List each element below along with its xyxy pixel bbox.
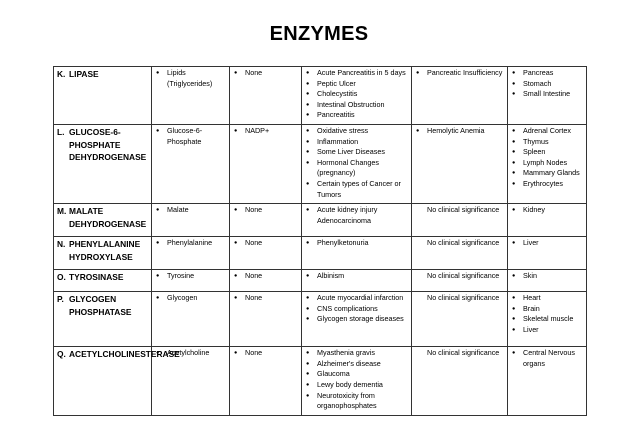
cofactor-cell bbox=[230, 124, 302, 203]
list-item: ● NADP+ bbox=[233, 126, 298, 137]
list-item: ● Heart bbox=[511, 293, 583, 304]
significance-cell bbox=[412, 67, 508, 125]
row-letter: N. bbox=[57, 239, 66, 250]
list-item: ● Neurotoxicity from organophosphates bbox=[305, 391, 408, 412]
cofactor-cell bbox=[230, 237, 302, 270]
list-item: ● Acute Pancreatitis in 5 days bbox=[305, 68, 408, 79]
row-letter: L. bbox=[57, 126, 65, 137]
diseases-cell bbox=[302, 124, 412, 203]
significance-cell bbox=[412, 270, 508, 292]
location-cell bbox=[508, 292, 587, 347]
list-item: ● Alzheimer's disease bbox=[305, 359, 408, 370]
list-item: ● Lewy body dementia bbox=[305, 380, 408, 391]
list-item: ● Tyrosine bbox=[155, 271, 226, 282]
list-item: ● Phenylketonuria bbox=[305, 238, 408, 249]
table-row bbox=[54, 124, 587, 203]
enzymes-table bbox=[53, 66, 587, 416]
diseases-cell bbox=[302, 204, 412, 237]
list-item: ● Certain types of Cancer or Tumors bbox=[305, 179, 408, 200]
row-letter: M. bbox=[57, 206, 67, 217]
substrate-cell bbox=[152, 347, 230, 416]
list-item: ● Myasthenia gravis bbox=[305, 348, 408, 359]
row-letter: Q. bbox=[57, 349, 66, 360]
cofactor-cell bbox=[230, 347, 302, 416]
list-item: ● None bbox=[233, 68, 298, 79]
list-item: ● Stomach bbox=[511, 79, 583, 90]
list-item: ● Phenylalanine bbox=[155, 238, 226, 249]
enzyme-name: LIPASE bbox=[69, 69, 99, 79]
list-item: ● Central Nervous organs bbox=[511, 348, 583, 369]
list-item: ● Brain bbox=[511, 304, 583, 315]
list-item: ● None bbox=[233, 238, 298, 249]
cofactor-cell bbox=[230, 67, 302, 125]
list-item: ● Adrenal Cortex bbox=[511, 126, 583, 137]
diseases-cell bbox=[302, 347, 412, 416]
diseases-cell bbox=[302, 270, 412, 292]
list-item: ● None bbox=[233, 271, 298, 282]
cell-text: No clinical significance bbox=[427, 348, 500, 358]
diseases-cell bbox=[302, 237, 412, 270]
substrate-cell bbox=[152, 204, 230, 237]
cofactor-cell bbox=[230, 270, 302, 292]
enzyme-name: GLUCOSE-6-PHOSPHATE DEHYDROGENASE bbox=[69, 126, 147, 163]
list-item: ● Spleen bbox=[511, 147, 583, 158]
cell-text: No clinical significance bbox=[427, 205, 500, 215]
list-item: ● None bbox=[233, 205, 298, 216]
enzyme-name: GLYCOGEN PHOSPHATASE bbox=[69, 294, 132, 317]
enzyme-name: MALATE DEHYDROGENASE bbox=[69, 206, 147, 229]
table-row bbox=[54, 292, 587, 347]
list-item: ● Erythrocytes bbox=[511, 179, 583, 190]
list-item: ● Acute myocardial infarction bbox=[305, 293, 408, 304]
list-item: ● Small Intestine bbox=[511, 89, 583, 100]
list-item: ● Inflammation bbox=[305, 137, 408, 148]
substrate-cell bbox=[152, 124, 230, 203]
substrate-cell bbox=[152, 270, 230, 292]
cell-text: No clinical significance bbox=[427, 293, 500, 303]
row-letter: O. bbox=[57, 272, 66, 283]
location-cell bbox=[508, 124, 587, 203]
enzyme-name-cell bbox=[54, 204, 152, 237]
list-item: ● Malate bbox=[155, 205, 226, 216]
list-item: ● Pancreatitis bbox=[305, 110, 408, 121]
list-item: ● Cholecystitis bbox=[305, 89, 408, 100]
location-cell bbox=[508, 204, 587, 237]
substrate-cell bbox=[152, 67, 230, 125]
list-item: ● Some Liver Diseases bbox=[305, 147, 408, 158]
list-item: ● Kidney bbox=[511, 205, 583, 216]
row-letter: P. bbox=[57, 294, 64, 305]
location-cell bbox=[508, 347, 587, 416]
list-item: ● Lipids (Triglycerides) bbox=[155, 68, 226, 89]
list-item: ● Hormonal Changes (pregnancy) bbox=[305, 158, 408, 179]
substrate-cell bbox=[152, 237, 230, 270]
enzyme-name-cell bbox=[54, 292, 152, 347]
cofactor-cell bbox=[230, 204, 302, 237]
list-item: ● Glucose-6-Phosphate bbox=[155, 126, 226, 147]
list-item: ● Skin bbox=[511, 271, 583, 282]
table-row bbox=[54, 270, 587, 292]
table-row bbox=[54, 347, 587, 416]
substrate-cell bbox=[152, 292, 230, 347]
cell-text: No clinical significance bbox=[427, 271, 500, 281]
list-item: ● Liver bbox=[511, 325, 583, 336]
significance-cell bbox=[412, 237, 508, 270]
list-item: ● Intestinal Obstruction bbox=[305, 100, 408, 111]
list-item: ● Liver bbox=[511, 238, 583, 249]
significance-cell bbox=[412, 204, 508, 237]
significance-cell bbox=[412, 292, 508, 347]
list-item: ● Pancreatic Insufficiency bbox=[415, 68, 504, 79]
enzyme-name-cell bbox=[54, 124, 152, 203]
list-item: ● Thymus bbox=[511, 137, 583, 148]
page-title: ENZYMES bbox=[269, 23, 369, 45]
enzyme-name: PHENYLALANINE HYDROXYLASE bbox=[69, 239, 141, 262]
diseases-cell bbox=[302, 67, 412, 125]
enzyme-name: TYROSINASE bbox=[69, 272, 124, 283]
significance-cell bbox=[412, 347, 508, 416]
table-body bbox=[54, 67, 587, 416]
cell-text: No clinical significance bbox=[427, 238, 500, 248]
list-item: ● Hemolytic Anemia bbox=[415, 126, 504, 137]
enzyme-name-cell bbox=[54, 270, 152, 292]
list-item: ● Oxidative stress bbox=[305, 126, 408, 137]
enzyme-name: ACETYLCHOLINESTERASE bbox=[69, 349, 180, 360]
list-item: ● Glycogen storage diseases bbox=[305, 314, 408, 325]
cofactor-cell bbox=[230, 292, 302, 347]
table-row bbox=[54, 204, 587, 237]
list-item: ● None bbox=[233, 293, 298, 304]
list-item: ● Peptic Ulcer bbox=[305, 79, 408, 90]
list-item: ● Glycogen bbox=[155, 293, 226, 304]
table-row bbox=[54, 67, 587, 125]
list-item: ● Skeletal muscle bbox=[511, 314, 583, 325]
list-item: ● Lymph Nodes bbox=[511, 158, 583, 169]
location-cell bbox=[508, 67, 587, 125]
diseases-cell bbox=[302, 292, 412, 347]
row-letter: K. bbox=[57, 69, 66, 79]
list-item: ● Mammary Glands bbox=[511, 168, 583, 179]
table-row bbox=[54, 237, 587, 270]
list-item: ● Acute kidney injury Adenocarcinoma bbox=[305, 205, 408, 226]
location-cell bbox=[508, 270, 587, 292]
enzyme-name-cell bbox=[54, 237, 152, 270]
significance-cell bbox=[412, 124, 508, 203]
location-cell bbox=[508, 237, 587, 270]
enzyme-name-cell bbox=[54, 347, 180, 416]
enzyme-name-cell bbox=[54, 67, 152, 125]
list-item: ● Pancreas bbox=[511, 68, 583, 79]
list-item: ● CNS complications bbox=[305, 304, 408, 315]
list-item: ● Glaucoma bbox=[305, 369, 408, 380]
list-item: ● None bbox=[233, 348, 298, 359]
list-item: ● Acetylcholine bbox=[155, 348, 226, 359]
list-item: ● Albinism bbox=[305, 271, 408, 282]
